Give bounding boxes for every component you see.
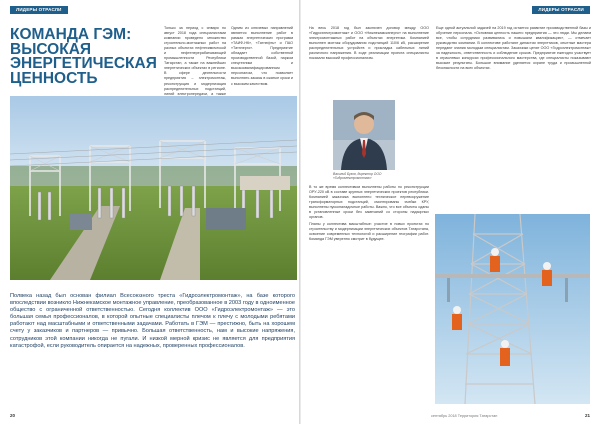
page-number: 20 — [10, 413, 16, 418]
issue-footer: сентябрь 2018 Территория Татарстан — [431, 414, 498, 418]
substation-photo — [10, 96, 297, 280]
page-number: 21 — [584, 413, 590, 418]
right-text-column-2 — [309, 185, 429, 413]
article-headline: КОМАНДА ГЭМ: ВЫСОКАЯ ЭНЕРГЕТИЧЕСКАЯ ЦЕННОСТЬ — [10, 26, 157, 87]
paragraph: Планы у коллектива масштабные: участие в новых проектах по строительству и модернизации энергетических объектов Татарстана, освоение современных технологий и расширение географии работ. Команда ГЭМ уверенно смотрит в будущее. — [309, 221, 429, 241]
right-text-column-1 — [309, 26, 429, 96]
left-page — [0, 0, 299, 424]
workers-illustration — [435, 214, 590, 404]
paragraph: Одним из ключевых направлений является выполнение работ в рамках энергетических программ «ТАИФ-НК», «Татнефть» и ПАО «Татэнерго». Предприятие обладает собственной производственной базой, парком спецтехники и высококвалифицированным персоналом, что позволяет выполнять заказы в сжатые сроки и с высоким качеством. — [231, 26, 293, 86]
workers-photo — [435, 214, 590, 404]
portrait-illustration — [333, 100, 395, 170]
left-text-column-2 — [231, 26, 293, 92]
right-page — [301, 0, 600, 424]
substation-illustration — [10, 96, 297, 280]
paragraph: Только за период с января по август 2018 года специалистами компании проведено множество строительно-монтажных работ на разных объектах нефтехимической и нефтеперерабатывающей промышленности Республики Татарстан, а также на важнейших энергетических объектах в регионе. В сфере деятельности предприятия – электромонтаж, реконструкция и модернизация распределительных подстанций, линий электропередачи, а также — [164, 26, 226, 96]
article-lead: Полвека назад был основан филиал Всесоюзного треста «Гидроэлектромонтаж», на базе которого впоследствии возникло Нижнекамское монтажное управление, преобразованное в 2003 году в одноименное общество с ограниченной ответственностью. Сегодня коллектив ООО «Гидроэлектромонтаж» — это большая семья профессионалов, в которой опытные специалисты плечом к плечу с молодыми ребятами работают над масштабными и ответственными задачами. Работать в ГЭМ — престижно, быть на хорошем счету у заказчиков и партнеров — привычно. Большая ответственность, нам и высокие напряжения, сотрудников этой компании никогда не пугали. И низкой мерной кризис не является для предприятия катастрофой, если руководитель опирается на надежных, проверенных профессионалов. — [10, 293, 295, 349]
left-text-column-1 — [164, 26, 226, 96]
right-text-column-3 — [436, 26, 591, 210]
portrait-caption: Василий Бузов, директор ООО «Гидроэлектромонтаж» — [333, 172, 382, 181]
paragraph: В то же время коллективом выполнены работы по реконструкции ОРУ-220 кВ в составе крупных энергетических проектов республики. Компанией заказчика выполнено техническое перевооружение трансформаторных подстанций, смонтированы ячейки КРУ, выполнены пусконаладочные работы. Важно, что все объекты сданы в установленные сроки без замечаний со стороны надзорных органов. — [309, 185, 429, 220]
director-portrait — [333, 100, 395, 170]
rubric-label: ЛИДЕРЫ ОТРАСЛИ — [532, 6, 590, 14]
paragraph: На весь 2018 год был заключен договор между ООО «Гидроэлектромонтаж» и ООО «Нижнекамскэнерго» на выполнение электромонтажных работ на объектах энергетики. Компанией выполнен монтаж оборудования подстанций 110/6 кВ, расширение распределительных устройств и прокладка кабельных линий различного напряжения. В ходе реализации проекта специалисты показали высокий профессионализм. — [309, 26, 429, 61]
rubric-label: ЛИДЕРЫ ОТРАСЛИ — [10, 6, 68, 14]
paragraph: Еще одной актуальной задачей на 2019 год остается развитие производственной базы и обучение персонала. «Основная ценность нашего предприятия — это люди. Мы делаем все, чтобы сотрудники развивались и повышали квалификацию», — отмечает руководство компании. В коллективе работают династии энергетиков, опытные мастера передают знания молодым специалистам. Заказчики ценят ООО «Гидроэлектромонтаж» за надежность, ответственность и соблюдение сроков. Предприятие ежегодно участвует в отраслевых конкурсах профессионального мастерства, где специалисты показывают высокие результаты. Большое внимание уделяется охране труда и промышленной безопасности на всех объектах. — [436, 26, 591, 71]
